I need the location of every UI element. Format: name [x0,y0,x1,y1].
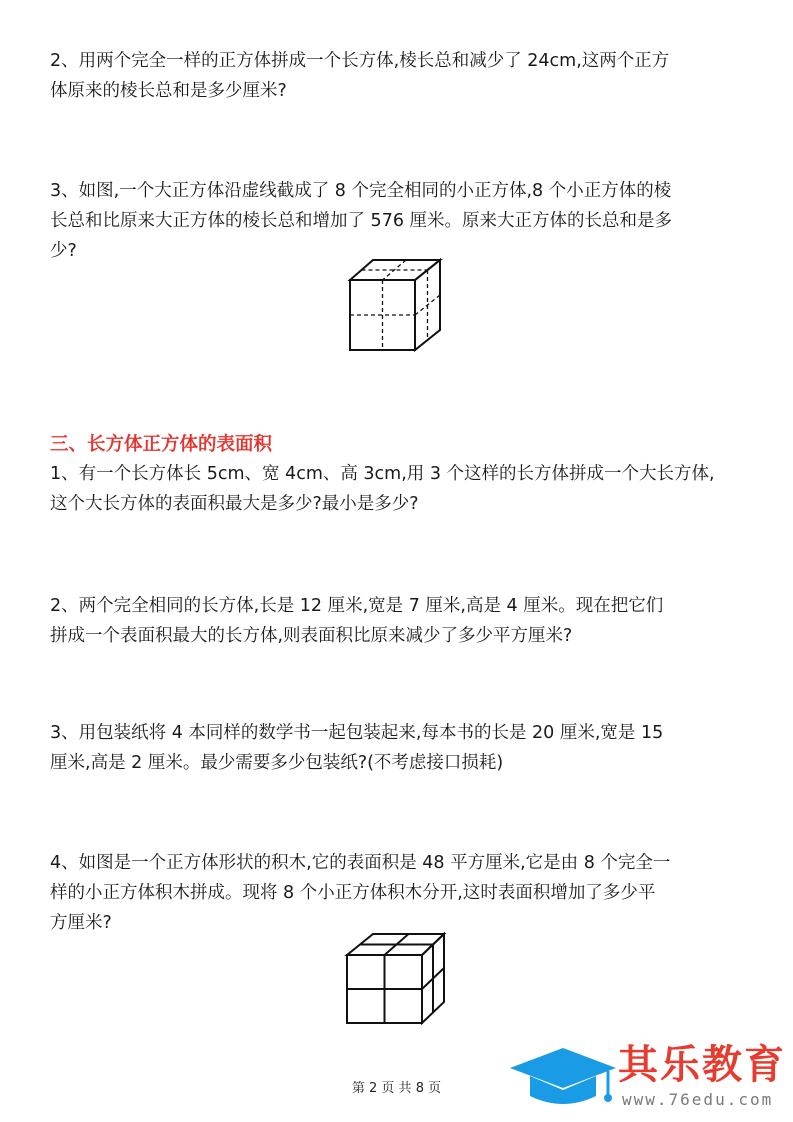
brand-name: 其乐教育 [618,1042,786,1088]
block-cube-figure [343,930,448,1028]
text-line: 样的小正方体积木拼成。现将 8 个小正方体积木分开,这时表面积增加了多少平 [50,883,656,903]
s3-problem-4 [50,848,755,938]
text-line: 方厘米? [50,913,112,933]
text-line: 长总和比原来大正方体的棱长总和增加了 576 厘米。原来大正方体的长总和是多 [50,211,673,231]
text-line: 少? [50,241,77,261]
text-line: 这个大长方体的表面积最大是多少?最小是多少? [50,494,419,514]
s3-problem-1 [50,459,755,519]
cut-lines [350,260,440,350]
text-line: 2、两个完全相同的长方体,长是 12 厘米,宽是 7 厘米,高是 4 厘米。现在把它们 [50,596,664,616]
page-number: 第 2 页 共 8 页 [351,1081,442,1096]
cube-dashed-cut-figure [345,255,445,355]
section-title: 三、长方体正方体的表面积 [50,434,273,455]
problem-3-cut-cube [50,176,755,266]
graduation-cap-icon [508,1038,618,1118]
text-line: 1、有一个长方体长 5cm、宽 4cm、高 3cm,用 3 个这样的长方体拼成一个大长方体, [50,464,715,484]
problem-2-cube-edges [50,46,755,106]
text-line: 体原来的棱长总和是多少厘米? [50,81,287,101]
text-line: 厘米,高是 2 厘米。最少需要多少包装纸?(不考虑接口损耗) [50,753,504,773]
text-line: 3、如图,一个大正方体沿虚线截成了 8 个完全相同的小正方体,8 个小正方体的棱 [50,181,672,201]
brand-url: www.76edu.com [622,1090,774,1109]
text-line: 4、如图是一个正方体形状的积木,它的表面积是 48 平方厘米,它是由 8 个完全一 [50,853,671,873]
brand-logo [508,1038,788,1118]
s3-problem-3 [50,718,755,778]
text-line: 3、用包装纸将 4 本同样的数学书一起包装起来,每本书的长是 20 厘米,宽是 15 [50,723,664,743]
s3-problem-2 [50,591,755,651]
text-line: 拼成一个表面积最大的长方体,则表面积比原来减少了多少平方厘米? [50,626,573,646]
text-line: 2、用两个完全一样的正方体拼成一个长方体,棱长总和减少了 24cm,这两个正方 [50,51,670,71]
